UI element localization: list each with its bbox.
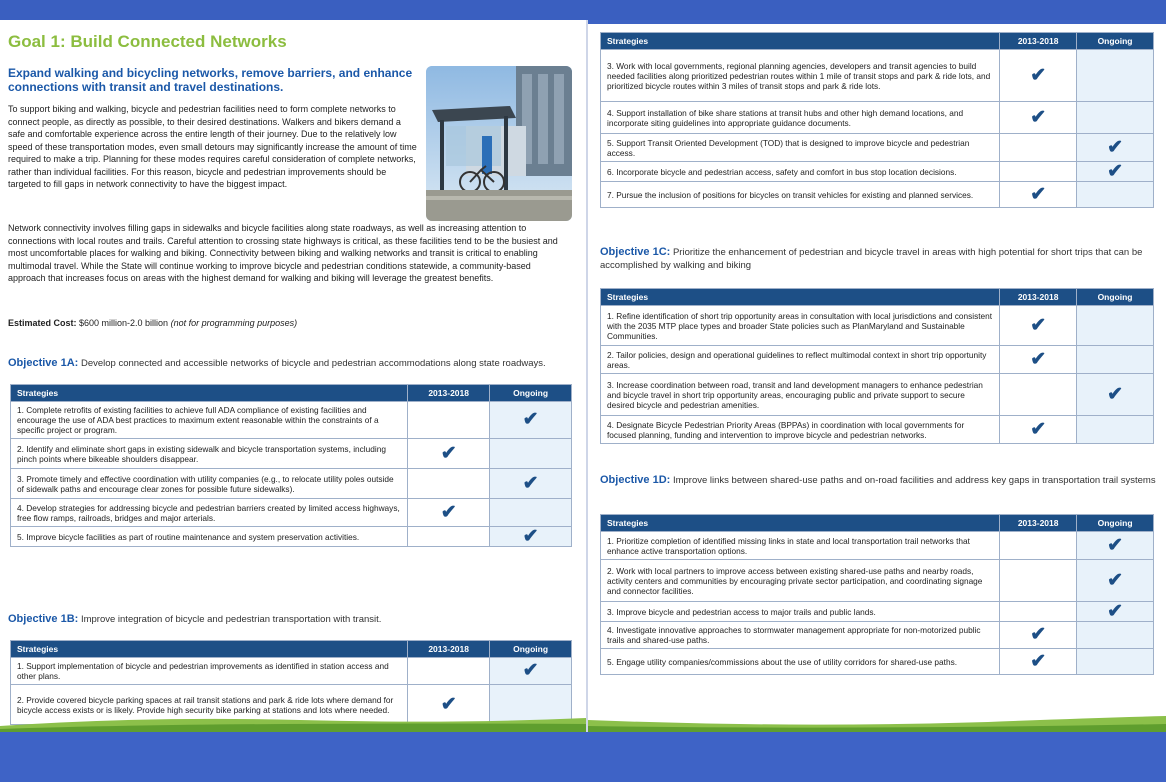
cost-value: $600 million-2.0 billion <box>76 318 171 328</box>
cost-note: (not for programming purposes) <box>170 318 298 328</box>
objective-1d-table <box>600 514 1154 675</box>
strategy-row <box>601 602 1154 622</box>
checkmark-icon: ✔ <box>440 693 457 715</box>
strategies-header: Strategies <box>601 33 1000 50</box>
strategies-header: Strategies <box>11 641 408 658</box>
period-check-cell <box>408 469 490 499</box>
period-check-cell <box>1000 346 1077 374</box>
strategy-text: 2. Identify and eliminate short gaps in existing sidewalk and bicycle transportation systems, including pinch points where bikeable shoulders disappear. <box>11 439 408 469</box>
checkmark-icon: ✔ <box>1030 183 1047 205</box>
strategy-row <box>601 50 1154 102</box>
strategy-text: 3. Improve bicycle and pedestrian access to major trails and public lands. <box>601 602 1000 622</box>
grass-decoration <box>0 712 586 732</box>
ongoing-check-cell <box>1077 374 1154 416</box>
period-header: 2013-2018 <box>1000 289 1077 306</box>
strategy-text: 5. Improve bicycle facilities as part of routine maintenance and system preservation activities. <box>11 527 408 547</box>
checkmark-icon: ✔ <box>440 442 457 464</box>
ongoing-check-cell <box>1077 162 1154 182</box>
bottom-band <box>0 732 1166 782</box>
ongoing-check-cell <box>1077 649 1154 675</box>
ongoing-header: Ongoing <box>490 385 572 402</box>
strategy-text: 3. Promote timely and effective coordination with utility companies (e.g., to relocate utility poles outside of sidewalk paths and encourage clear zones for possible future sidewalks). <box>11 469 408 499</box>
strategy-text: 2. Provide covered bicycle parking spaces at rail transit stations and park & ride lots where demand for bicycle access exists or is likely. Provide high security bike parking at stations and lots where needed. <box>11 685 408 725</box>
ongoing-check-cell <box>490 658 572 685</box>
strategy-text: 4. Designate Bicycle Pedestrian Priority Areas (BPPAs) in coordination with local governments for focused planning, funding and intervention to improve bicycle and pedestrian networks. <box>601 416 1000 444</box>
period-header: 2013-2018 <box>408 385 490 402</box>
checkmark-icon: ✔ <box>1107 383 1123 405</box>
checkmark-icon: ✔ <box>522 660 539 681</box>
strategy-text: 2. Work with local partners to improve access between existing shared-use paths and nearby roads, activity centers and communities by encouraging private sector participation, and coordinating signage and connector facilities. <box>601 560 1000 602</box>
checkmark-icon: ✔ <box>440 501 457 523</box>
strategy-row <box>601 162 1154 182</box>
checkmark-icon: ✔ <box>1107 569 1123 591</box>
checkmark-icon: ✔ <box>1030 64 1047 86</box>
ongoing-check-cell <box>1077 182 1154 208</box>
estimated-cost <box>8 318 297 328</box>
strategy-row <box>601 102 1154 134</box>
checkmark-icon: ✔ <box>1030 348 1047 370</box>
ongoing-check-cell <box>1077 306 1154 346</box>
strategies-header: Strategies <box>11 385 408 402</box>
period-check-cell <box>1000 134 1077 162</box>
period-check-cell <box>1000 622 1077 649</box>
strategy-text: 5. Engage utility companies/commissions about the use of utility corridors for shared-use paths. <box>601 649 1000 675</box>
ongoing-check-cell <box>1077 346 1154 374</box>
period-check-cell <box>1000 102 1077 134</box>
intro-heading: Expand walking and bicycling networks, remove barriers, and enhance connections with transit and travel destinations. <box>8 66 413 94</box>
checkmark-icon: ✔ <box>1107 136 1123 158</box>
objective-1d-heading: Objective 1D: Improve links between shared-use paths and on-road facilities and address key gaps in transportation trail systems <box>600 474 1156 486</box>
checkmark-icon: ✔ <box>522 472 539 494</box>
goal-title: Goal 1: Build Connected Networks <box>8 32 287 51</box>
objective-1c-heading: Objective 1C: Prioritize the enhancement of pedestrian and bicycle travel in areas with high potential for short trips that can be accomplished by walking and biking <box>600 246 1143 271</box>
strategy-row <box>11 402 572 439</box>
period-check-cell <box>408 402 490 439</box>
cost-label: Estimated Cost: <box>8 318 77 328</box>
bus-shelter-photo <box>426 66 572 221</box>
strategy-text: 3. Work with local governments, regional planning agencies, developers and transit agencies to build needed facilities along prioritized pedestrian routes within 1 mile of transit stops and park & ride lots, and prioritized bicycle routes within 3 miles of transit stops and park & ride lots. <box>601 50 1000 102</box>
ongoing-header: Ongoing <box>1077 515 1154 532</box>
strategy-text: 6. Incorporate bicycle and pedestrian access, safety and comfort in bus stop location decisions. <box>601 162 1000 182</box>
period-header: 2013-2018 <box>1000 515 1077 532</box>
grass-decoration <box>588 712 1166 732</box>
strategy-row <box>601 182 1154 208</box>
connectivity-paragraph: Network connectivity involves filling gaps in sidewalks and bicycle facilities along state roadways, as well as increasing attention to connections with local routes and trails. Careful attention to crossing state highways is critical, as these facilities tend to be the busiest and most uncomfortable places for walking and biking. Connectivity between biking and walking networks and transit is critical to enabling multimodal travel. While the State will continue working to improve bicycle and pedestrian conditions statewide, a community-based approach that increases focus on areas with the highest demand for walking and biking will leverage the greatest benefits. <box>8 223 558 283</box>
strategy-text: 1. Support implementation of bicycle and pedestrian improvements as identified in station access and other plans. <box>11 658 408 685</box>
intro-paragraph: To support biking and walking, bicycle and pedestrian facilities need to form complete networks to connect people, as directly as possible, to their desired destinations. Walkers and bikers demand a safe and comfortable experience across the entire length of their journey. Due to the relatively low speed of these transportation modes, even small detours may significantly increase the amount of time required to make a trip. Planning for these modes requires careful consideration of complete networks, rather than individual facilities. For this reason, bicycle and pedestrian improvements should be targeted to fill gaps in network connectivity to have the biggest impact. <box>8 104 417 189</box>
objective-1a-table <box>10 384 572 547</box>
period-check-cell <box>1000 532 1077 560</box>
ongoing-check-cell <box>1077 602 1154 622</box>
ongoing-check-cell <box>1077 102 1154 134</box>
period-header: 2013-2018 <box>1000 33 1077 50</box>
ongoing-check-cell <box>1077 416 1154 444</box>
top-bar <box>0 0 1166 20</box>
period-check-cell <box>408 527 490 547</box>
strategy-row <box>601 306 1154 346</box>
checkmark-icon: ✔ <box>1107 600 1123 622</box>
period-check-cell <box>1000 182 1077 208</box>
ongoing-check-cell <box>490 527 572 547</box>
ongoing-check-cell <box>1077 560 1154 602</box>
strategy-row <box>601 416 1154 444</box>
period-check-cell <box>408 658 490 685</box>
strategy-row <box>11 527 572 547</box>
strategy-row <box>11 658 572 685</box>
period-check-cell <box>1000 306 1077 346</box>
objective-1b-heading: Objective 1B: Improve integration of bicycle and pedestrian transportation with transit. <box>8 613 382 625</box>
strategy-text: 3. Increase coordination between road, transit and land development managers to enhance pedestrian and bicycle travel in short trip opportunity areas, encouraging public and private support to secure desired bicycle and pedestrian amenities. <box>601 374 1000 416</box>
objective-1c-table <box>600 288 1154 444</box>
checkmark-icon: ✔ <box>1107 160 1123 182</box>
period-check-cell <box>408 499 490 527</box>
strategy-text: 1. Refine identification of short trip opportunity areas in consultation with local jurisdictions and consistent with the 2035 MTP place types and broader State policies such as PlanMaryland and Sustainable Communities. <box>601 306 1000 346</box>
strategies-header: Strategies <box>601 515 1000 532</box>
right-page <box>588 24 1166 732</box>
ongoing-header: Ongoing <box>1077 33 1154 50</box>
left-page <box>0 20 586 732</box>
ongoing-header: Ongoing <box>490 641 572 658</box>
strategy-row <box>11 499 572 527</box>
ongoing-header: Ongoing <box>1077 289 1154 306</box>
checkmark-icon: ✔ <box>1030 314 1047 336</box>
ongoing-check-cell <box>1077 532 1154 560</box>
checkmark-icon: ✔ <box>1030 624 1047 645</box>
period-check-cell <box>1000 649 1077 675</box>
period-check-cell <box>1000 50 1077 102</box>
strategy-row <box>11 469 572 499</box>
strategy-text: 7. Pursue the inclusion of positions for bicycles on transit vehicles for existing and planned services. <box>601 182 1000 208</box>
ongoing-check-cell <box>490 469 572 499</box>
strategy-row <box>601 134 1154 162</box>
strategy-text: 5. Support Transit Oriented Development (TOD) that is designed to improve bicycle and pedestrian access. <box>601 134 1000 162</box>
strategy-text: 1. Prioritize completion of identified missing links in state and local transportation trail networks that enhance active transportation options. <box>601 532 1000 560</box>
checkmark-icon: ✔ <box>1030 106 1047 128</box>
period-check-cell <box>408 439 490 469</box>
period-header: 2013-2018 <box>408 641 490 658</box>
strategies-header: Strategies <box>601 289 1000 306</box>
strategy-row <box>601 560 1154 602</box>
objective-1b-continued-table <box>600 32 1154 208</box>
strategy-row <box>601 374 1154 416</box>
period-check-cell <box>1000 560 1077 602</box>
ongoing-check-cell <box>1077 50 1154 102</box>
strategy-text: 4. Support installation of bike share stations at transit hubs and other high demand locations, and incorporate siting guidelines into appropriate guidance documents. <box>601 102 1000 134</box>
strategy-row <box>601 346 1154 374</box>
period-check-cell <box>1000 416 1077 444</box>
checkmark-icon: ✔ <box>522 525 539 547</box>
checkmark-icon: ✔ <box>1030 418 1047 440</box>
period-check-cell <box>1000 374 1077 416</box>
period-check-cell <box>1000 162 1077 182</box>
ongoing-check-cell <box>490 439 572 469</box>
strategy-row <box>11 439 572 469</box>
ongoing-check-cell <box>490 402 572 439</box>
strategy-row <box>601 532 1154 560</box>
strategy-row <box>601 649 1154 675</box>
ongoing-check-cell <box>1077 622 1154 649</box>
checkmark-icon: ✔ <box>1107 534 1123 556</box>
strategy-text: 2. Tailor policies, design and operational guidelines to reflect multimodal context in short trip opportunity areas. <box>601 346 1000 374</box>
strategy-row <box>601 622 1154 649</box>
strategy-text: 4. Develop strategies for addressing bicycle and pedestrian barriers created by limited access highways, free flow ramps, railroads, bridges and major arterials. <box>11 499 408 527</box>
ongoing-check-cell <box>1077 134 1154 162</box>
strategy-text: 1. Complete retrofits of existing facilities to achieve full ADA compliance of existing facilities and encourage the use of ADA best practices to maximum extent reasonable within the constraints of a specific project or program. <box>11 402 408 439</box>
ongoing-check-cell <box>490 499 572 527</box>
checkmark-icon: ✔ <box>1030 650 1047 672</box>
checkmark-icon: ✔ <box>522 409 539 430</box>
strategy-text: 4. Investigate innovative approaches to stormwater management appropriate for non-motorized public trails and shared-use paths. <box>601 622 1000 649</box>
period-check-cell <box>1000 602 1077 622</box>
objective-1a-heading: Objective 1A: Develop connected and accessible networks of bicycle and pedestrian accommodations along state roadways. <box>8 357 546 369</box>
